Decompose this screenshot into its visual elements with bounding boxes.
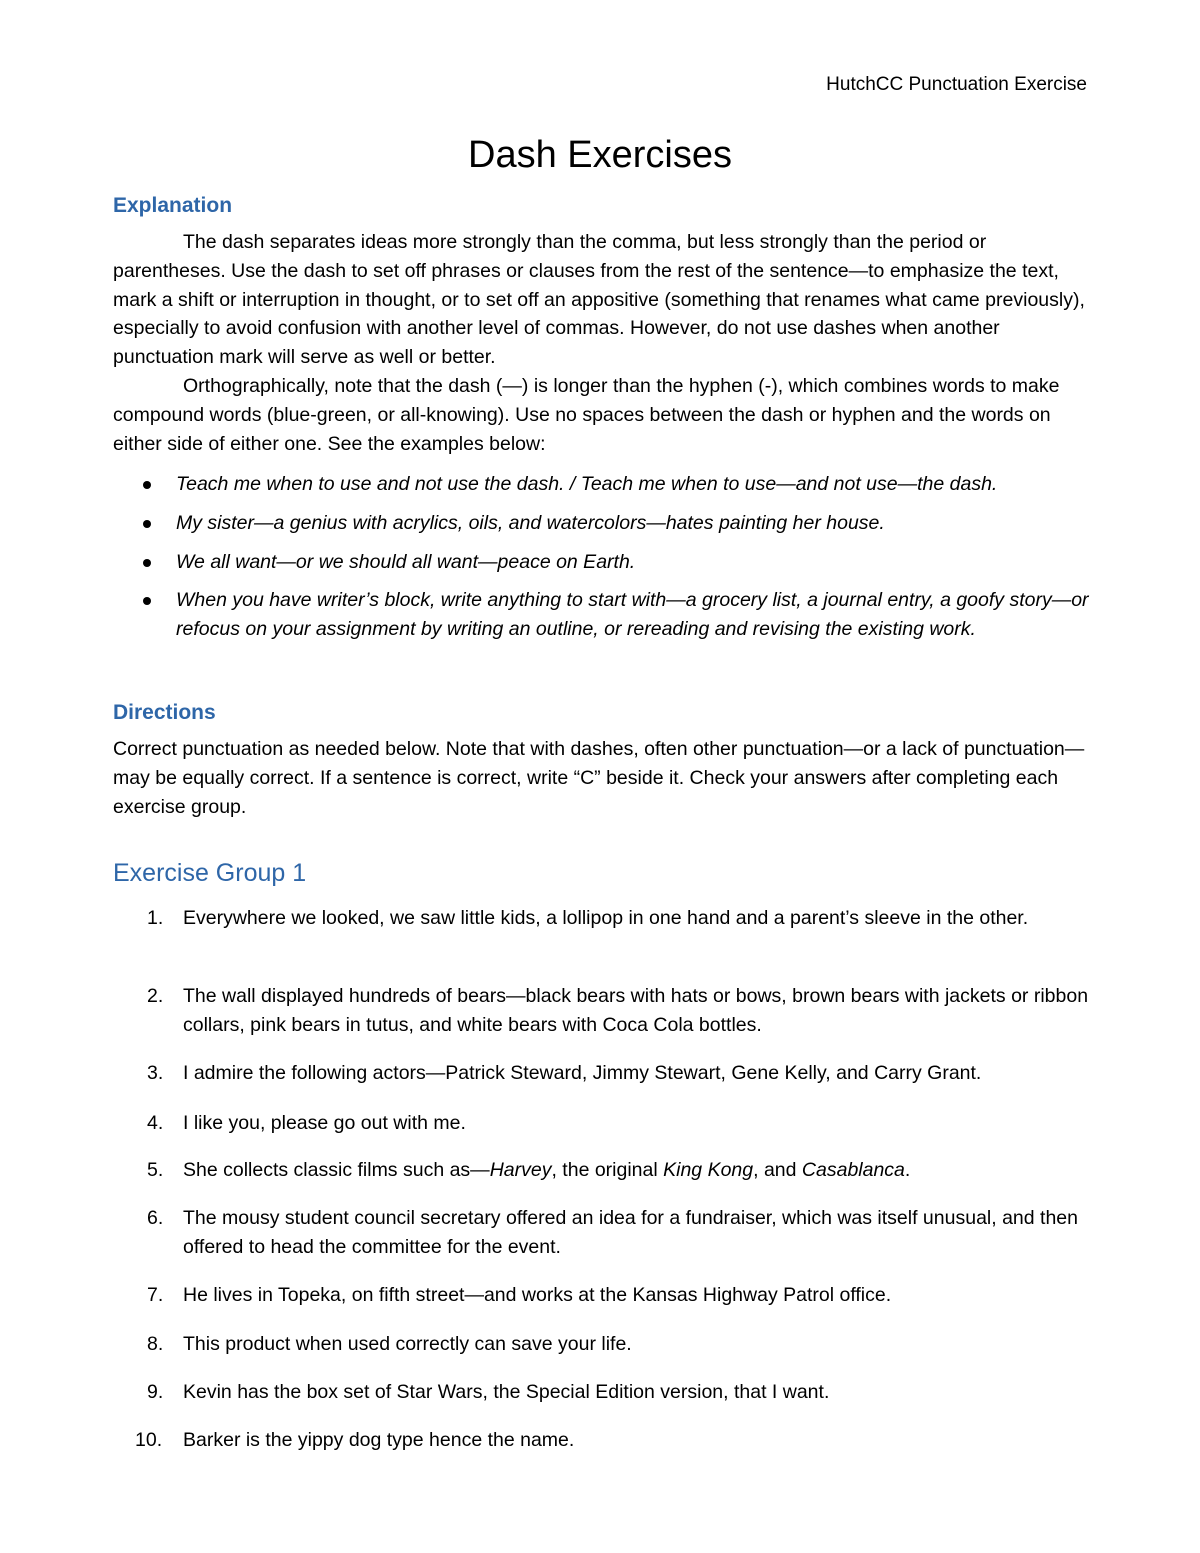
item-number: 10.	[135, 1429, 163, 1451]
list-item	[113, 1378, 1103, 1407]
list-item	[113, 904, 1103, 933]
list-item	[113, 548, 1103, 577]
film-title: Casablanca	[801, 1159, 905, 1181]
item-number: 5.	[147, 1159, 164, 1181]
item-text: The mousy student council secretary offered an idea for a fundraiser, which was itself unusual, and then offered to head the committee for the event.	[183, 1207, 1078, 1258]
list-item	[113, 1156, 1103, 1185]
bullet-icon	[143, 520, 151, 528]
item-number: 8.	[147, 1333, 164, 1355]
page-header: HutchCC Punctuation Exercise	[826, 74, 1087, 95]
bullet-icon	[143, 559, 151, 567]
page-title: Dash Exercises	[468, 134, 732, 176]
explanation-paragraph-1: The dash separates ideas more strongly than the comma, but less strongly than the period or parentheses. Use the dash to set off phrases or clauses from the rest of the sentence—to emphasize the text, mark a shift or interruption in thought, or to set off an appositive (something that renames what came previously), especially to avoid confusion with another level of commas. However, do not use dashes when another punctuation mark will serve as well or better.	[113, 231, 1085, 369]
item-text: The wall displayed hundreds of bears—black bears with hats or bows, brown bears with jackets or ribbon collars, pink bears in tutus, and white bears with Coca Cola bottles.	[183, 985, 1089, 1036]
item-text: Barker is the yippy dog type hence the name.	[183, 1429, 575, 1451]
list-item	[113, 1059, 1103, 1088]
example-text: Teach me when to use and not use the dash. / Teach me when to use—and not use—the dash.	[176, 473, 998, 495]
item-text: I like you, please go out with me.	[183, 1112, 466, 1134]
explanation-paragraph-2: Orthographically, note that the dash (—) is longer than the hyphen (-), which combines words to make compound words (blue-green, or all-knowing). Use no spaces between the dash or hyphen and the words on either side of either one. See the examples below:	[113, 375, 1060, 455]
item-text: I admire the following actors—Patrick Steward, Jimmy Stewart, Gene Kelly, and Carry Grant.	[183, 1062, 982, 1084]
directions-heading: Directions	[113, 701, 216, 724]
example-text: My sister—a genius with acrylics, oils, and watercolors—hates painting her house.	[176, 511, 885, 534]
list-item	[113, 1109, 1103, 1138]
item-text: Everywhere we looked, we saw little kids, a lollipop in one hand and a parent’s sleeve in the other.	[183, 907, 1029, 929]
item-number: 4.	[147, 1112, 164, 1134]
bullet-icon	[143, 597, 151, 605]
film-title: Harvey	[489, 1159, 552, 1181]
item-text: Kevin has the box set of Star Wars, the Special Edition version, that I want.	[183, 1381, 830, 1403]
example-text: When you have writer’s block, write anything to start with—a grocery list, a journal entry, a goofy story—or refocus on your assignment by writing an outline, or rereading and revising the existing work.	[176, 589, 1089, 641]
item-number: 6.	[147, 1207, 164, 1229]
list-item	[113, 1426, 1103, 1455]
list-item	[113, 1281, 1103, 1310]
bullet-icon	[143, 481, 151, 489]
explanation-heading: Explanation	[113, 194, 233, 217]
item-text: This product when used correctly can save your life.	[183, 1333, 632, 1355]
directions-text: Correct punctuation as needed below. Note that with dashes, often other punctuation—or a lack of punctuation—may be equally correct. If a sentence is correct, write “C” beside it. Check your answers after completing each exercise group.	[113, 738, 1085, 818]
list-item	[113, 982, 1103, 1040]
item-number: 3.	[147, 1062, 164, 1084]
examples-list	[113, 470, 1103, 644]
item-number: 9.	[147, 1381, 164, 1403]
item-number: 2.	[147, 985, 164, 1007]
list-item	[113, 470, 1103, 499]
item-number: 1.	[147, 907, 164, 929]
list-item	[113, 1330, 1103, 1359]
list-item	[113, 1204, 1103, 1262]
item-text: He lives in Topeka, on fifth street—and works at the Kansas Highway Patrol office.	[183, 1284, 892, 1306]
list-item	[113, 586, 1103, 644]
exercise-group-1-heading: Exercise Group 1	[113, 859, 307, 887]
item-text: She collects classic films such as—Harvey, the original King Kong, and Casablanca.	[183, 1159, 911, 1181]
film-title: King Kong	[663, 1159, 754, 1181]
example-text: We all want—or we should all want—peace on Earth.	[176, 550, 636, 573]
item-number: 7.	[147, 1284, 164, 1306]
list-item	[113, 509, 1103, 538]
